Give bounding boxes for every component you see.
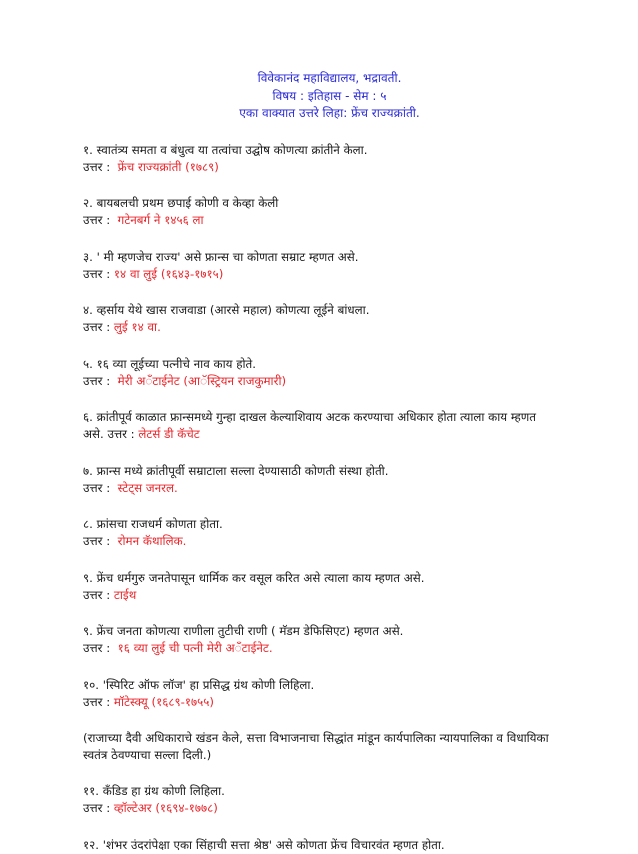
- answer-line: [83, 533, 556, 550]
- question: ४. व्हर्साय येथे खास राजवाडा (आरसे महाल) कोणत्या लूईने बांधला.: [83, 303, 370, 317]
- answer-line: [83, 319, 556, 336]
- question: २. बायबलची प्रथम छपाई कोणी व केव्हा केली: [83, 196, 279, 210]
- answer-label: उत्तर :: [83, 694, 111, 709]
- answer: स्टेट्स जनरल.: [117, 480, 178, 495]
- answer: लेटर्स डी कॅचेट: [138, 427, 200, 441]
- answer-line: [83, 640, 556, 657]
- question: १२. 'शंभर उंदरांपेक्षा एका सिंहाची सत्ता श्रेष्ठ' असे कोणता फ्रेंच विचारवंत म्हणत होता.: [83, 837, 445, 852]
- qa-item-12: [83, 783, 556, 817]
- question: ७. फ्रान्स मध्ये क्रांतीपूर्वी सम्राटाला सल्ला देण्यासाठी कोणती संस्था होती.: [83, 463, 389, 478]
- question: ९. फ्रेंच जनता कोणत्या राणीला तुटीची राणी ( मॅडम डेफिसिएट) म्हणत असे.: [83, 624, 404, 638]
- answer-line: [83, 694, 556, 711]
- question: १०. 'स्पिरिट ऑफ लॉज' हा प्रसिद्ध ग्रंथ कोणी लिहिला.: [83, 677, 315, 692]
- answer: रोमन कॅथालिक.: [117, 534, 187, 548]
- question: ९. फ्रेंच धर्मगुरु जनतेपासून धार्मिक कर वसूल करित असे त्याला काय म्हणत असे.: [83, 570, 425, 585]
- instruction-line: एका वाक्यात उत्तरे लिहा: फ्रेंच राज्यक्रांती.: [239, 106, 420, 120]
- answer-label: उत्तर :: [83, 320, 111, 334]
- answer-line: [83, 587, 556, 604]
- answer-label: उत्तर :: [83, 587, 111, 602]
- qa-item-3: [83, 249, 556, 283]
- question: ५. १६ व्या लूईच्या पत्नीचे नाव काय होते.: [83, 356, 257, 371]
- answer: १६ व्या लुई ची पत्नी मेरी अॅंटाईनेट.: [117, 641, 273, 655]
- answer-line: [83, 373, 556, 390]
- answer-line: [83, 212, 556, 229]
- qa-item-13: [83, 837, 556, 854]
- college-name: विवेकानंद महाविद्यालय, भद्रावती.: [257, 71, 402, 85]
- qa-item-7: [83, 463, 556, 497]
- answer-label: उत्तर :: [83, 480, 111, 495]
- question: ३. ' मी म्हणजेच राज्य' असे फ्रान्स चा कोणता सम्राट म्हणत असे.: [83, 249, 359, 264]
- answer-line: [83, 800, 556, 817]
- answer: फ्रेंच राज्यक्रांती (१७८९): [117, 159, 219, 174]
- answer-label: उत्तर :: [83, 159, 111, 174]
- answer: १४ वा लुई (१६४३-१७१५): [113, 266, 224, 281]
- qa-item-8: [83, 516, 556, 550]
- answer: मेरी अॅंटाईनेट (आॅस्ट्रियन राजकुमारी): [117, 373, 287, 388]
- answer-label: उत्तर :: [83, 266, 111, 281]
- qa-item-11: [83, 677, 556, 711]
- answer: व्हॉल्टेअर (१६९४-१७७८): [113, 801, 218, 815]
- question: ६. क्रांतीपूर्व काळात फ्रान्समध्ये गुन्हा दाखल केल्याशिवाय अटक करण्याचा अधिकार होता त्याला काय म्हणत असे. उत्तर : लेटर्स डी कॅचेट: [83, 410, 536, 441]
- qa-item-5: [83, 356, 556, 390]
- answer-label: उत्तर :: [83, 641, 111, 655]
- qa-item-9: [83, 570, 556, 604]
- answer-label: उत्तर :: [83, 373, 111, 388]
- document-header: [103, 70, 556, 123]
- answer-label: उत्तर :: [83, 213, 111, 227]
- answer-label: उत्तर :: [83, 801, 111, 815]
- question: ८. फ्रांसचा राजधर्म कोणता होता.: [83, 517, 223, 531]
- answer: टाईथ: [113, 587, 137, 602]
- question: ११. कॅंडिड हा ग्रंथ कोणी लिहिला.: [83, 784, 225, 798]
- qa-item-4: [83, 302, 556, 336]
- answer-label: उत्तर :: [83, 534, 111, 548]
- answer: मॉटेस्क्यू (१६८९-१७५५): [113, 694, 215, 709]
- qa-item-6: [83, 409, 556, 443]
- subject-line: विषय : इतिहास - सेम : ५: [272, 88, 387, 103]
- answer-line: [83, 159, 556, 176]
- answer: लुई १४ वा.: [113, 320, 161, 334]
- answer-line: [83, 480, 556, 497]
- qa-item-2: [83, 195, 556, 229]
- question: १. स्वातंत्र्य समता व बंधुत्व या तत्वांचा उद्घोष कोणत्या क्रांतीने केला.: [83, 142, 368, 157]
- note-paragraph: (राजाच्या दैवी अधिकाराचे खंडन केले, सत्ता विभाजनाचा सिद्धांत मांडून कार्यपालिका न्यायपालिका व विधायिका स्वतंत्र ठेवण्याचा सल्ला दिली.): [83, 731, 549, 762]
- qa-item-10: [83, 623, 556, 657]
- answer: गटेनबर्ग ने १४५६ ला: [117, 213, 204, 227]
- qa-item-1: [83, 142, 556, 176]
- answer-line: [83, 266, 556, 283]
